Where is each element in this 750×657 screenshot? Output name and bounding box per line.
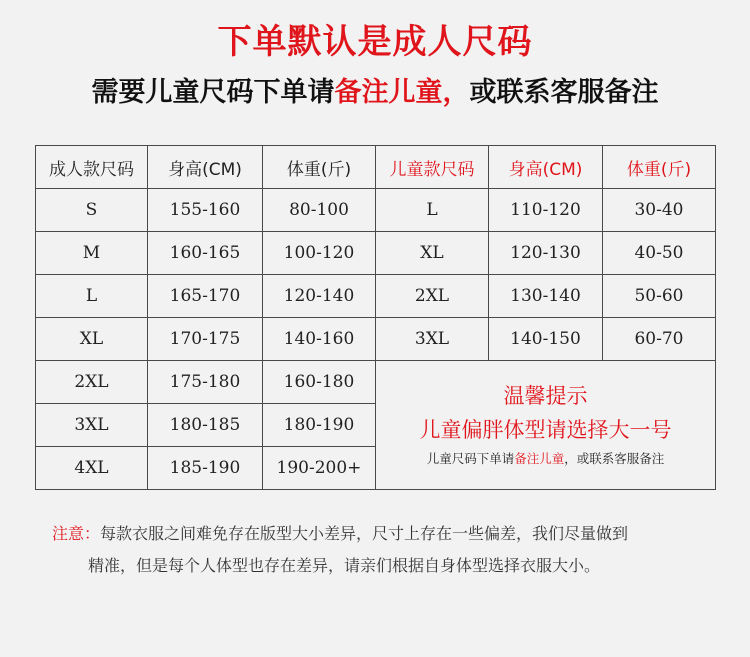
- header-adult-size: 成人款尺码: [36, 146, 148, 189]
- table-cell: 140-160: [263, 318, 376, 361]
- table-cell: 120-130: [489, 232, 603, 275]
- table-cell: L: [376, 189, 489, 232]
- notice-remark: [376, 451, 715, 466]
- table-cell: 155-160: [148, 189, 263, 232]
- size-table: [35, 145, 716, 490]
- table-cell: 180-185: [148, 404, 263, 447]
- header-adult-height: 身高(CM): [148, 146, 263, 189]
- note-line2: 精准，但是每个人体型也存在差异，请亲们根据自身体型选择衣服大小。: [88, 556, 601, 575]
- notice-tip: 儿童偏胖体型请选择大一号: [419, 417, 672, 442]
- table-cell: 2XL: [376, 275, 489, 318]
- table-cell: 130-140: [489, 275, 603, 318]
- table-row: [36, 275, 716, 318]
- subtitle: [0, 70, 750, 109]
- table-cell: 160-180: [263, 361, 376, 404]
- table-cell: 2XL: [36, 361, 148, 404]
- table-cell: 3XL: [36, 404, 148, 447]
- table-cell: XL: [36, 318, 148, 361]
- page-title: 下单默认是成人尺码: [217, 22, 533, 62]
- notice-remark-prefix: 儿童尺码下单请: [426, 450, 515, 466]
- table-cell: 100-120: [263, 232, 376, 275]
- header-kid-height: 身高(CM): [489, 146, 603, 189]
- table-cell: M: [36, 232, 148, 275]
- header-kid-weight: 体重(斤): [603, 146, 716, 189]
- table-cell: 110-120: [489, 189, 603, 232]
- kids-notice: [376, 361, 716, 490]
- header-adult-weight: 体重(斤): [263, 146, 376, 189]
- table-cell: 140-150: [489, 318, 603, 361]
- disclaimer-note: [52, 518, 712, 582]
- table-row: [36, 318, 716, 361]
- table-cell: S: [36, 189, 148, 232]
- table-cell: 40-50: [603, 232, 716, 275]
- table-cell: 165-170: [148, 275, 263, 318]
- table-cell: 50-60: [603, 275, 716, 318]
- header-kid-size: 儿童款尺码: [376, 146, 489, 189]
- table-cell: L: [36, 275, 148, 318]
- table-row: [36, 232, 716, 275]
- subtitle-suffix: 或联系客服备注: [469, 77, 659, 108]
- table-cell: 175-180: [148, 361, 263, 404]
- table-header-row: [36, 146, 716, 189]
- notice-remark-highlight: 备注儿童: [514, 450, 565, 466]
- subtitle-prefix: 需要儿童尺码下单请: [91, 77, 335, 108]
- table-cell: 170-175: [148, 318, 263, 361]
- table-cell: XL: [376, 232, 489, 275]
- table-row: [36, 189, 716, 232]
- subtitle-highlight: 备注儿童，: [334, 77, 470, 108]
- table-cell: 190-200+: [263, 447, 376, 490]
- table-cell: 80-100: [263, 189, 376, 232]
- table-cell: 120-140: [263, 275, 376, 318]
- table-row: [36, 361, 716, 404]
- table-cell: 160-165: [148, 232, 263, 275]
- table-cell: 180-190: [263, 404, 376, 447]
- notice-remark-suffix: ，或联系客服备注: [564, 450, 665, 466]
- table-cell: 185-190: [148, 447, 263, 490]
- note-line1: 每款衣服之间难免存在版型大小差异，尺寸上存在一些偏差，我们尽量做到: [100, 524, 629, 543]
- table-cell: 60-70: [603, 318, 716, 361]
- table-cell: 30-40: [603, 189, 716, 232]
- table-cell: 4XL: [36, 447, 148, 490]
- notice-title: 温馨提示: [503, 384, 588, 409]
- note-label: 注意：: [52, 524, 101, 543]
- table-cell: 3XL: [376, 318, 489, 361]
